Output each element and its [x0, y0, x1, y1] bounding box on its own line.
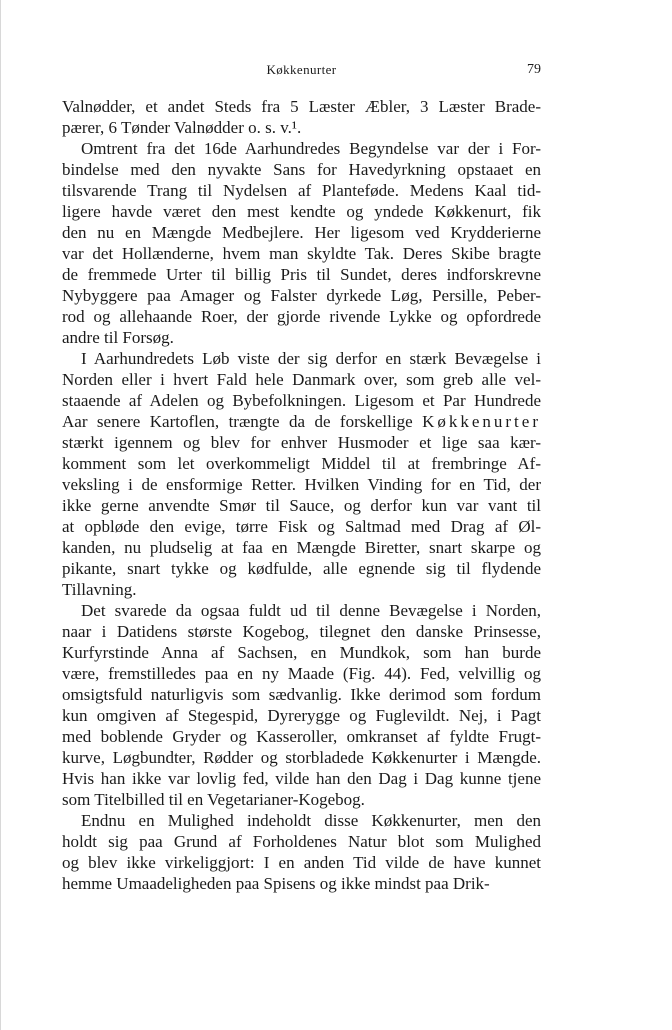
text-line-content: ligere havde været den mest kendte og yndede Køkkenurt, fik	[62, 202, 541, 221]
text-line-content: Omtrent fra det 16de Aarhundredes Begyndelse var der i For-	[81, 139, 541, 158]
text-line-content: stærkt igennem og blev for enhver Husmoder et lige saa kær-	[62, 433, 541, 452]
paragraph	[62, 348, 541, 600]
text-line	[62, 243, 541, 264]
text-line	[62, 768, 541, 789]
text-line	[62, 642, 541, 663]
text-line-content: Kurfyrstinde Anna af Sachsen, en Mundkok, som han burde	[62, 643, 541, 662]
text-line	[62, 96, 541, 117]
text-line-content: andre til Forsøg.	[62, 328, 174, 347]
text-line	[62, 159, 541, 180]
text-line	[62, 873, 541, 894]
text-line-content: holdt sig paa Grund af Forholdenes Natur blot som Mulighed	[62, 832, 541, 851]
text-line	[62, 180, 541, 201]
paragraph	[62, 96, 541, 138]
text-line	[62, 537, 541, 558]
text-line-content: kun omgiven af Stegespid, Dyrerygge og Fuglevildt. Nej, i Pagt	[62, 706, 541, 725]
text-line-content: den nu en Mængde Medbejlere. Her ligesom ved Krydderierne	[62, 223, 541, 242]
text-line-content: komment som let overkommeligt Middel til at frembringe Af-	[62, 454, 541, 473]
text-line-content: at opbløde den evige, tørre Fisk og Saltmad med Drag af Øl-	[62, 517, 541, 536]
text-line-content: bindelse med den nyvakte Sans for Havedyrkning opstaaet en	[62, 160, 541, 179]
text-line-content: var det Hollænderne, hvem man skyldte Tak. Deres Skibe bragte	[62, 244, 541, 263]
text-line	[62, 789, 541, 810]
text-line	[62, 117, 541, 138]
text-line-content: som Titelbilled til en Vegetarianer-Kogebog.	[62, 790, 365, 809]
text-line	[62, 411, 541, 432]
text-line-content: naar i Datidens største Kogebog, tilegnet den danske Prinsesse,	[62, 622, 541, 641]
text-line-content: Aar senere Kartoflen, trængte da de forskellige	[62, 412, 423, 431]
text-line	[62, 390, 541, 411]
text-line-content: tilsvarende Trang til Nydelsen af Planteføde. Medens Kaal tid-	[62, 181, 541, 200]
text-line-content: rod og allehaande Roer, der gjorde rivende Lykke og opfordrede	[62, 307, 541, 326]
text-line-content: staaende af Adelen og Bybefolkningen. Ligesom et Par Hundrede	[62, 391, 541, 410]
text-line	[62, 453, 541, 474]
text-line	[62, 726, 541, 747]
spaced-emphasis: Køkkenurter	[422, 412, 541, 431]
text-line-content: med boblende Gryder og Kasseroller, omkranset af fyldte Frugt-	[62, 727, 541, 746]
text-line	[62, 852, 541, 873]
text-line-content: pærer, 6 Tønder Valnødder o. s. v.¹.	[62, 118, 302, 137]
text-line	[62, 306, 541, 327]
text-line	[62, 138, 541, 159]
text-line	[62, 810, 541, 831]
text-line	[62, 663, 541, 684]
text-line-content: Hvis han ikke var lovlig fed, vilde han den Dag i Dag kunne tjene	[62, 769, 541, 788]
text-line	[62, 684, 541, 705]
paragraph	[62, 138, 541, 348]
text-line	[62, 222, 541, 243]
text-line-content: Det svarede da ogsaa fuldt ud til denne Bevægelse i Norden,	[81, 601, 541, 620]
text-line	[62, 327, 541, 348]
text-line	[62, 747, 541, 768]
text-line	[62, 285, 541, 306]
text-line-content: Endnu en Mulighed indeholdt disse Køkkenurter, men den	[81, 811, 541, 830]
text-line	[62, 516, 541, 537]
text-line	[62, 348, 541, 369]
text-line	[62, 705, 541, 726]
text-line	[62, 558, 541, 579]
text-line	[62, 621, 541, 642]
text-line	[62, 495, 541, 516]
text-line	[62, 579, 541, 600]
text-line-content: I Aarhundredets Løb viste der sig derfor en stærk Bevægelse i	[81, 349, 541, 368]
text-line-content: være, fremstilledes paa en ny Maade (Fig. 44). Fed, velvillig og	[62, 664, 541, 683]
text-line	[62, 831, 541, 852]
text-line-content: og blev ikke virkeliggjort: I en anden Tid vilde de have kunnet	[62, 853, 541, 872]
text-line-content: hemme Umaadeligheden paa Spisens og ikke mindst paa Drik-	[62, 874, 490, 893]
text-line-content: Tillavning.	[62, 580, 137, 599]
paragraph	[62, 810, 541, 894]
text-line-content: de fremmede Urter til billig Pris til Sundet, deres indforskrevne	[62, 265, 541, 284]
text-line	[62, 369, 541, 390]
text-line-content: Nybyggere paa Amager og Falster dyrkede Løg, Persille, Peber-	[62, 286, 541, 305]
page-number: 79	[527, 62, 541, 77]
text-line-content: pikante, snart tykke og kødfulde, alle egnende sig til flydende	[62, 559, 541, 578]
paragraph	[62, 600, 541, 810]
text-line	[62, 432, 541, 453]
text-line-content: kurve, Løgbundter, Rødder og storbladede Køkkenurter i Mængde.	[62, 748, 541, 767]
text-line	[62, 600, 541, 621]
text-line-content: kanden, nu pludselig at faa en Mængde Biretter, snart skarpe og	[62, 538, 541, 557]
text-line-content: veksling i de ensformige Retter. Hvilken Vinding for en Tid, der	[62, 475, 541, 494]
text-line	[62, 264, 541, 285]
text-line-content: Valnødder, et andet Steds fra 5 Læster Æbler, 3 Læster Brade-	[62, 97, 541, 116]
text-line-content: Norden eller i hvert Fald hele Danmark over, som greb alle vel-	[62, 370, 541, 389]
body-text	[62, 96, 541, 894]
text-line	[62, 474, 541, 495]
page-edge	[0, 0, 1, 1030]
text-line	[62, 201, 541, 222]
page-header	[62, 62, 541, 82]
text-line-content: omsigtsfuld naturligvis som sædvanlig. Ikke derimod som fordum	[62, 685, 541, 704]
text-line-content: ikke gerne anvendte Smør til Sauce, og derfor kun var vant til	[62, 496, 541, 515]
running-head: Køkkenurter	[266, 62, 337, 77]
